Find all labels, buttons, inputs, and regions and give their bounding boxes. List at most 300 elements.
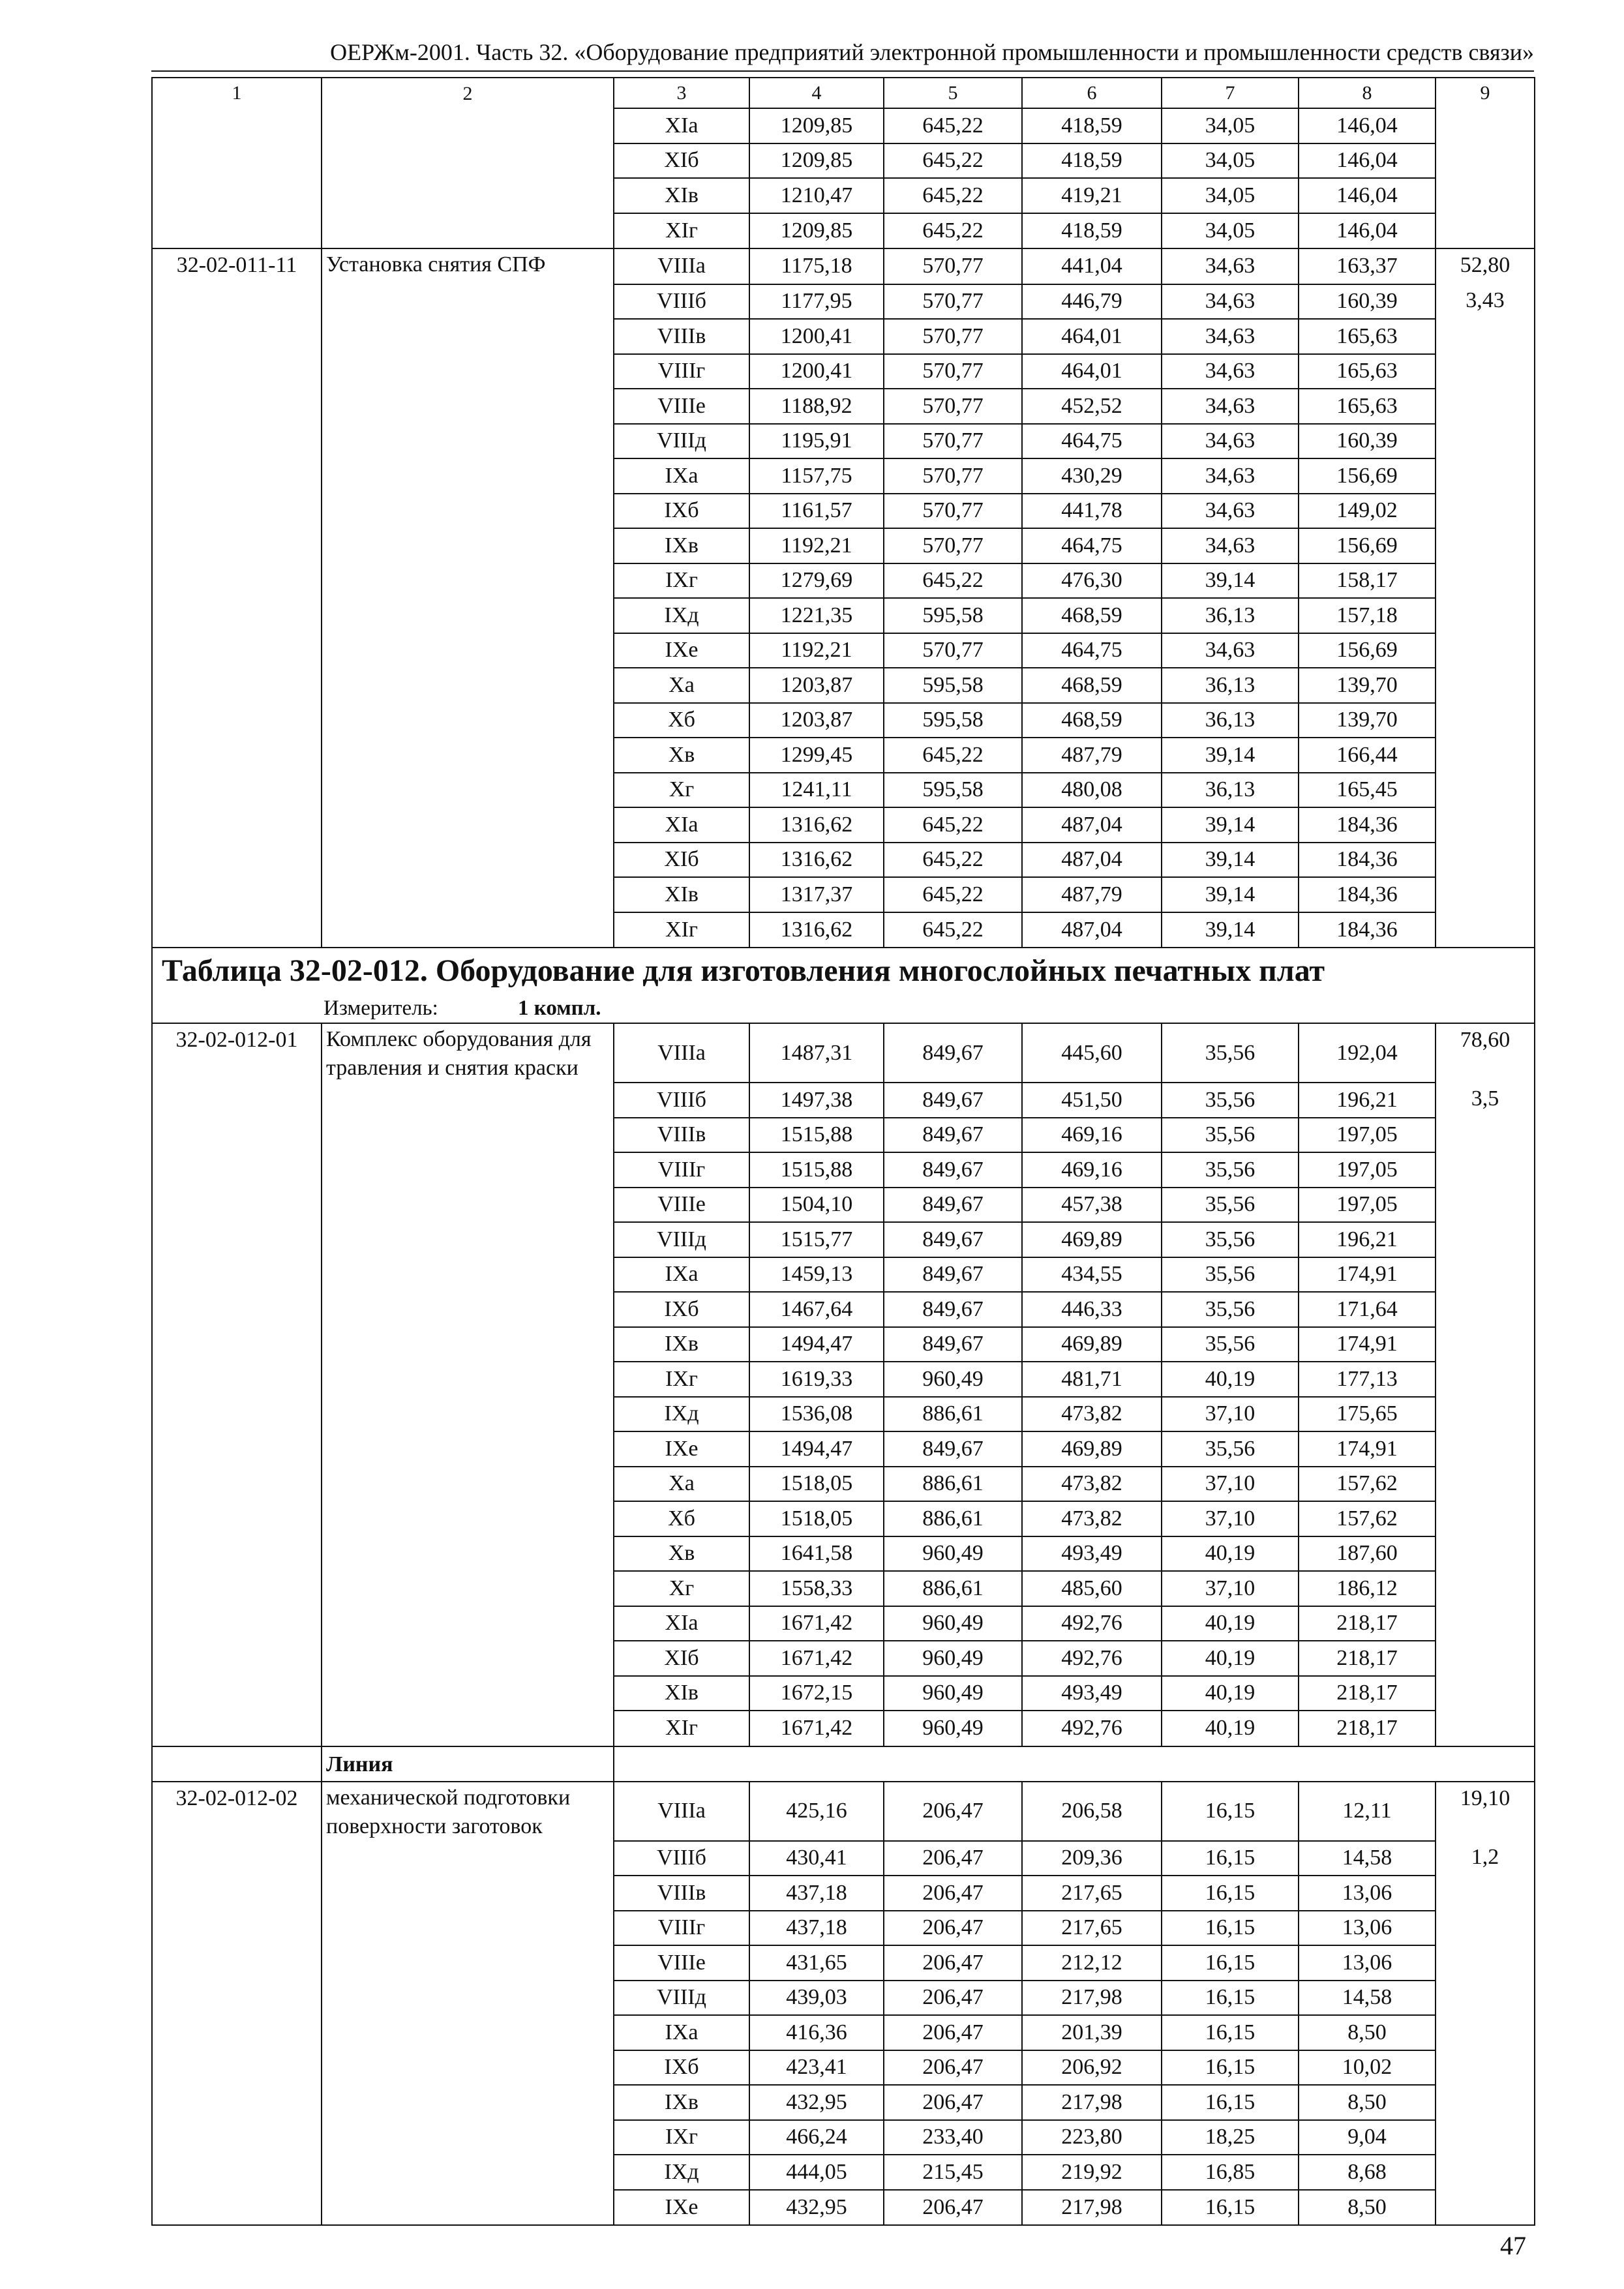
value-cell: 165,45 <box>1299 773 1436 808</box>
value-cell: XIг <box>614 912 749 948</box>
code-cell <box>152 1083 322 1118</box>
col9-cell <box>1436 843 1535 878</box>
code-cell <box>152 143 322 179</box>
name-cell <box>322 668 614 703</box>
value-cell: 165,63 <box>1299 319 1436 354</box>
name-cell <box>322 912 614 948</box>
value-cell: 34,63 <box>1162 319 1299 354</box>
value-cell: 206,47 <box>884 2015 1022 2050</box>
value-cell: 192,04 <box>1299 1023 1436 1083</box>
code-cell <box>152 389 322 424</box>
code-cell <box>152 354 322 389</box>
value-cell: 217,98 <box>1022 2085 1162 2120</box>
value-cell: 37,10 <box>1162 1397 1299 1432</box>
name-cell <box>322 143 614 179</box>
value-cell: 1459,13 <box>749 1257 884 1293</box>
value-cell: IXе <box>614 1431 749 1467</box>
value-cell: 1672,15 <box>749 1676 884 1711</box>
value-cell: 493,49 <box>1022 1536 1162 1572</box>
value-cell: IXб <box>614 2050 749 2086</box>
code-cell <box>152 1222 322 1257</box>
table-row <box>152 1431 1535 1467</box>
value-cell: 849,67 <box>884 1188 1022 1223</box>
value-cell: 1200,41 <box>749 319 884 354</box>
measure-cell <box>152 994 1535 1023</box>
code-cell <box>152 807 322 843</box>
value-cell: 570,77 <box>884 494 1022 529</box>
value-cell: VIIIд <box>614 424 749 459</box>
value-cell: 209,36 <box>1022 1841 1162 1876</box>
value-cell: 645,22 <box>884 563 1022 599</box>
name-cell <box>322 108 614 143</box>
table-row <box>152 2050 1535 2086</box>
value-cell: 1487,31 <box>749 1023 884 1083</box>
value-cell: 37,10 <box>1162 1501 1299 1536</box>
name-cell <box>322 1501 614 1536</box>
name-cell <box>322 354 614 389</box>
value-cell: VIIIб <box>614 284 749 320</box>
value-cell: IXа <box>614 2015 749 2050</box>
value-cell: 570,77 <box>884 458 1022 494</box>
value-cell: IXд <box>614 2155 749 2190</box>
value-cell: XIа <box>614 807 749 843</box>
value-cell: 1299,45 <box>749 738 884 773</box>
name-cell <box>322 1606 614 1641</box>
col9-cell <box>1436 319 1535 354</box>
table-row <box>152 1876 1535 1911</box>
table-title-row <box>152 948 1535 994</box>
value-cell: 595,58 <box>884 668 1022 703</box>
value-cell: 432,95 <box>749 2190 884 2226</box>
table-row <box>152 2190 1535 2226</box>
value-cell: 37,10 <box>1162 1571 1299 1606</box>
value-cell: XIв <box>614 1676 749 1711</box>
code-cell <box>152 1188 322 1223</box>
table-row <box>152 1606 1535 1641</box>
code-cell <box>152 1467 322 1502</box>
col9-cell: 19,10 <box>1436 1782 1535 1841</box>
value-cell: XIв <box>614 877 749 912</box>
code-cell <box>152 2155 322 2190</box>
value-cell: 457,38 <box>1022 1188 1162 1223</box>
code-cell <box>152 213 322 249</box>
value-cell: 452,52 <box>1022 389 1162 424</box>
col9-cell <box>1436 1641 1535 1676</box>
value-cell: 1161,57 <box>749 494 884 529</box>
value-cell: Xг <box>614 773 749 808</box>
col9-cell: 3,43 <box>1436 284 1535 320</box>
value-cell: IXа <box>614 458 749 494</box>
code-cell <box>152 528 322 563</box>
value-cell: 430,29 <box>1022 458 1162 494</box>
value-cell: Xа <box>614 668 749 703</box>
value-cell: 464,75 <box>1022 424 1162 459</box>
value-cell: 492,76 <box>1022 1711 1162 1746</box>
value-cell: 434,55 <box>1022 1257 1162 1293</box>
value-cell: 34,63 <box>1162 528 1299 563</box>
value-cell: 8,50 <box>1299 2015 1436 2050</box>
value-cell: 39,14 <box>1162 877 1299 912</box>
value-cell: 886,61 <box>884 1571 1022 1606</box>
value-cell: 35,56 <box>1162 1327 1299 1362</box>
value-cell: 1497,38 <box>749 1083 884 1118</box>
name-cell <box>322 2050 614 2086</box>
value-cell: 34,05 <box>1162 143 1299 179</box>
value-cell: 1515,88 <box>749 1118 884 1153</box>
value-cell: 570,77 <box>884 528 1022 563</box>
value-cell: VIIIд <box>614 1222 749 1257</box>
value-cell: 473,82 <box>1022 1397 1162 1432</box>
code-cell <box>152 1945 322 1981</box>
code-cell <box>152 1257 322 1293</box>
value-cell: 218,17 <box>1299 1711 1436 1746</box>
table-row <box>152 1676 1535 1711</box>
value-cell: IXв <box>614 2085 749 2120</box>
value-cell: 444,05 <box>749 2155 884 2190</box>
table-row <box>152 1501 1535 1536</box>
table-row <box>152 877 1535 912</box>
code-cell <box>152 284 322 320</box>
value-cell: 157,62 <box>1299 1467 1436 1502</box>
value-cell: 1177,95 <box>749 284 884 320</box>
table-row <box>152 633 1535 668</box>
table-title: Таблица 32-02-012. Оборудование для изготовления многослойных печатных плат <box>152 948 1535 994</box>
value-cell: 39,14 <box>1162 738 1299 773</box>
value-cell: 35,56 <box>1162 1118 1299 1153</box>
col9-cell <box>1436 1152 1535 1188</box>
value-cell: 14,58 <box>1299 1841 1436 1876</box>
table-row <box>152 563 1535 599</box>
value-cell: VIIIе <box>614 1945 749 1981</box>
col9-cell <box>1436 633 1535 668</box>
value-cell: 451,50 <box>1022 1083 1162 1118</box>
col9-cell <box>1436 528 1535 563</box>
name-cell <box>322 494 614 529</box>
table-row <box>152 1222 1535 1257</box>
value-cell: 34,05 <box>1162 178 1299 213</box>
value-cell: 441,78 <box>1022 494 1162 529</box>
code-cell <box>152 2085 322 2120</box>
col9-cell <box>1436 1981 1535 2016</box>
name-cell <box>322 1711 614 1746</box>
table-row <box>152 1782 1535 1841</box>
name-cell <box>322 2015 614 2050</box>
table-row <box>152 494 1535 529</box>
value-cell: 645,22 <box>884 178 1022 213</box>
col9-cell <box>1436 1676 1535 1711</box>
value-cell: 468,59 <box>1022 598 1162 633</box>
value-cell: 570,77 <box>884 284 1022 320</box>
code-cell <box>152 1911 322 1946</box>
value-cell: 139,70 <box>1299 668 1436 703</box>
col9-cell <box>1436 1876 1535 1911</box>
value-cell: 212,12 <box>1022 1945 1162 1981</box>
value-cell: 37,10 <box>1162 1467 1299 1502</box>
value-cell: 206,47 <box>884 1841 1022 1876</box>
value-cell: 233,40 <box>884 2120 1022 2155</box>
column-header: 6 <box>1022 78 1162 108</box>
value-cell: 35,56 <box>1162 1222 1299 1257</box>
table-row <box>152 703 1535 738</box>
value-cell: VIIIг <box>614 354 749 389</box>
name-cell <box>322 1911 614 1946</box>
table-row <box>152 2120 1535 2155</box>
value-cell: 39,14 <box>1162 843 1299 878</box>
code-cell <box>152 1292 322 1327</box>
table-row <box>152 843 1535 878</box>
col9-cell <box>1436 2050 1535 2086</box>
col9-cell <box>1436 703 1535 738</box>
value-cell: 206,47 <box>884 1876 1022 1911</box>
code-cell: 32-02-012-01 <box>152 1023 322 1083</box>
value-cell: XIб <box>614 143 749 179</box>
code-cell <box>152 2190 322 2226</box>
value-cell: VIIIг <box>614 1911 749 1946</box>
col9-cell: 1,2 <box>1436 1841 1535 1876</box>
value-cell: 1518,05 <box>749 1501 884 1536</box>
value-cell: 849,67 <box>884 1327 1022 1362</box>
value-cell: IXе <box>614 2190 749 2226</box>
col9-cell <box>1436 563 1535 599</box>
value-cell: 570,77 <box>884 354 1022 389</box>
value-cell: 35,56 <box>1162 1023 1299 1083</box>
value-cell: XIа <box>614 108 749 143</box>
name-cell <box>322 2190 614 2226</box>
col9-cell: 52,80 <box>1436 248 1535 284</box>
value-cell: 1188,92 <box>749 389 884 424</box>
col9-cell: 78,60 <box>1436 1023 1535 1083</box>
blank-cell <box>614 1746 1535 1782</box>
value-cell: 35,56 <box>1162 1257 1299 1293</box>
value-cell: 445,60 <box>1022 1023 1162 1083</box>
value-cell: IXе <box>614 633 749 668</box>
col9-cell <box>1436 877 1535 912</box>
value-cell: 485,60 <box>1022 1571 1162 1606</box>
col9-cell <box>1436 108 1535 143</box>
table-row <box>152 773 1535 808</box>
code-cell: 32-02-011-11 <box>152 248 322 284</box>
value-cell: 419,21 <box>1022 178 1162 213</box>
value-cell: 160,39 <box>1299 284 1436 320</box>
table-row <box>152 1188 1535 1223</box>
code-cell <box>152 1118 322 1153</box>
value-cell: 645,22 <box>884 807 1022 843</box>
code-cell <box>152 1981 322 2016</box>
value-cell: 645,22 <box>884 738 1022 773</box>
table-row <box>152 319 1535 354</box>
name-cell <box>322 1083 614 1118</box>
value-cell: 35,56 <box>1162 1152 1299 1188</box>
name-cell <box>322 1571 614 1606</box>
name-cell: Установка снятия СПФ <box>322 248 614 284</box>
value-cell: 960,49 <box>884 1711 1022 1746</box>
value-cell: 1203,87 <box>749 703 884 738</box>
column-header: 9 <box>1436 78 1535 108</box>
value-cell: 1494,47 <box>749 1431 884 1467</box>
value-cell: 849,67 <box>884 1023 1022 1083</box>
table-row <box>152 1536 1535 1572</box>
col9-cell <box>1436 1467 1535 1502</box>
value-cell: 146,04 <box>1299 108 1436 143</box>
code-cell <box>152 633 322 668</box>
value-cell: 487,79 <box>1022 738 1162 773</box>
value-cell: 163,37 <box>1299 248 1436 284</box>
name-cell <box>322 284 614 320</box>
value-cell: VIIIв <box>614 1876 749 1911</box>
value-cell: 10,02 <box>1299 2050 1436 2086</box>
value-cell: 487,04 <box>1022 912 1162 948</box>
value-cell: 217,65 <box>1022 1911 1162 1946</box>
code-cell <box>152 703 322 738</box>
code-cell <box>152 1641 322 1676</box>
table-row <box>152 178 1535 213</box>
value-cell: 1518,05 <box>749 1467 884 1502</box>
value-cell: 40,19 <box>1162 1362 1299 1397</box>
value-cell: 35,56 <box>1162 1292 1299 1327</box>
value-cell: 849,67 <box>884 1083 1022 1118</box>
value-cell: 16,15 <box>1162 1876 1299 1911</box>
value-cell: 432,95 <box>749 2085 884 2120</box>
col9-cell <box>1436 1222 1535 1257</box>
name-cell <box>322 1257 614 1293</box>
value-cell: 36,13 <box>1162 598 1299 633</box>
value-cell: 570,77 <box>884 248 1022 284</box>
value-cell: XIб <box>614 843 749 878</box>
value-cell: 40,19 <box>1162 1676 1299 1711</box>
value-cell: 960,49 <box>884 1362 1022 1397</box>
value-cell: 206,47 <box>884 1782 1022 1841</box>
code-cell <box>152 1571 322 1606</box>
value-cell: Xв <box>614 738 749 773</box>
col9-cell <box>1436 668 1535 703</box>
value-cell: 430,41 <box>749 1841 884 1876</box>
value-cell: 196,21 <box>1299 1083 1436 1118</box>
value-cell: 186,12 <box>1299 1571 1436 1606</box>
name-cell <box>322 2085 614 2120</box>
value-cell: VIIIа <box>614 248 749 284</box>
value-cell: 219,92 <box>1022 2155 1162 2190</box>
value-cell: 149,02 <box>1299 494 1436 529</box>
value-cell: 184,36 <box>1299 877 1436 912</box>
value-cell: 1203,87 <box>749 668 884 703</box>
value-cell: 595,58 <box>884 773 1022 808</box>
code-cell <box>152 563 322 599</box>
table-row <box>152 1083 1535 1118</box>
value-cell: Xб <box>614 1501 749 1536</box>
code-cell <box>152 1327 322 1362</box>
value-cell: 1175,18 <box>749 248 884 284</box>
value-cell: 1195,91 <box>749 424 884 459</box>
value-cell: 464,01 <box>1022 319 1162 354</box>
code-cell <box>152 1501 322 1536</box>
value-cell: 206,47 <box>884 1981 1022 2016</box>
value-cell: 40,19 <box>1162 1641 1299 1676</box>
name-cell <box>322 807 614 843</box>
table-row <box>152 213 1535 249</box>
col9-cell <box>1436 354 1535 389</box>
code-cell <box>152 2050 322 2086</box>
linia-row <box>152 1746 1535 1782</box>
value-cell: 156,69 <box>1299 528 1436 563</box>
value-cell: 960,49 <box>884 1606 1022 1641</box>
value-cell: 464,75 <box>1022 528 1162 563</box>
value-cell: VIIIе <box>614 1188 749 1223</box>
table-row <box>152 1152 1535 1188</box>
value-cell: Xг <box>614 1571 749 1606</box>
code-cell <box>152 1841 322 1876</box>
value-cell: 184,36 <box>1299 843 1436 878</box>
col9-cell <box>1436 1711 1535 1746</box>
measure-label: Измеритель: <box>323 996 438 1020</box>
table-row <box>152 1257 1535 1293</box>
value-cell: 570,77 <box>884 424 1022 459</box>
code-cell <box>152 108 322 143</box>
table-row <box>152 108 1535 143</box>
measure-value: 1 компл. <box>518 996 601 1020</box>
value-cell: VIIIб <box>614 1083 749 1118</box>
value-cell: 16,15 <box>1162 1911 1299 1946</box>
value-cell: 493,49 <box>1022 1676 1162 1711</box>
col9-cell <box>1436 2190 1535 2226</box>
value-cell: 215,45 <box>884 2155 1022 2190</box>
table-row <box>152 1981 1535 2016</box>
value-cell: 645,22 <box>884 213 1022 249</box>
header-rule <box>151 70 1534 72</box>
column-header: 1 <box>152 78 322 108</box>
value-cell: 469,16 <box>1022 1118 1162 1153</box>
code-cell <box>152 1431 322 1467</box>
value-cell: 431,65 <box>749 1945 884 1981</box>
col9-cell <box>1436 1911 1535 1946</box>
value-cell: VIIIв <box>614 319 749 354</box>
table-row <box>152 1945 1535 1981</box>
value-cell: 1209,85 <box>749 108 884 143</box>
value-cell: 1558,33 <box>749 1571 884 1606</box>
table-row <box>152 1118 1535 1153</box>
value-cell: 16,15 <box>1162 1981 1299 2016</box>
column-number-row <box>152 78 1535 108</box>
value-cell: 18,25 <box>1162 2120 1299 2155</box>
col9-cell <box>1436 1327 1535 1362</box>
value-cell: 437,18 <box>749 1876 884 1911</box>
value-cell: 492,76 <box>1022 1606 1162 1641</box>
value-cell: 645,22 <box>884 843 1022 878</box>
value-cell: 16,15 <box>1162 2050 1299 2086</box>
value-cell: 35,56 <box>1162 1188 1299 1223</box>
value-cell: 8,50 <box>1299 2190 1436 2226</box>
code-cell: 32-02-012-02 <box>152 1782 322 1841</box>
value-cell: XIа <box>614 1606 749 1641</box>
value-cell: 39,14 <box>1162 563 1299 599</box>
name-cell <box>322 1467 614 1502</box>
value-cell: 13,06 <box>1299 1911 1436 1946</box>
value-cell: 464,75 <box>1022 633 1162 668</box>
value-cell: 34,63 <box>1162 633 1299 668</box>
value-cell: 34,63 <box>1162 458 1299 494</box>
value-cell: 34,63 <box>1162 424 1299 459</box>
value-cell: 645,22 <box>884 912 1022 948</box>
name-cell <box>322 1876 614 1911</box>
value-cell: IXв <box>614 1327 749 1362</box>
value-cell: 1467,64 <box>749 1292 884 1327</box>
value-cell: IXд <box>614 1397 749 1432</box>
value-cell: 34,05 <box>1162 213 1299 249</box>
col9-cell <box>1436 807 1535 843</box>
table-row <box>152 1641 1535 1676</box>
value-cell: 34,63 <box>1162 494 1299 529</box>
value-cell: 157,62 <box>1299 1501 1436 1536</box>
value-cell: 886,61 <box>884 1501 1022 1536</box>
